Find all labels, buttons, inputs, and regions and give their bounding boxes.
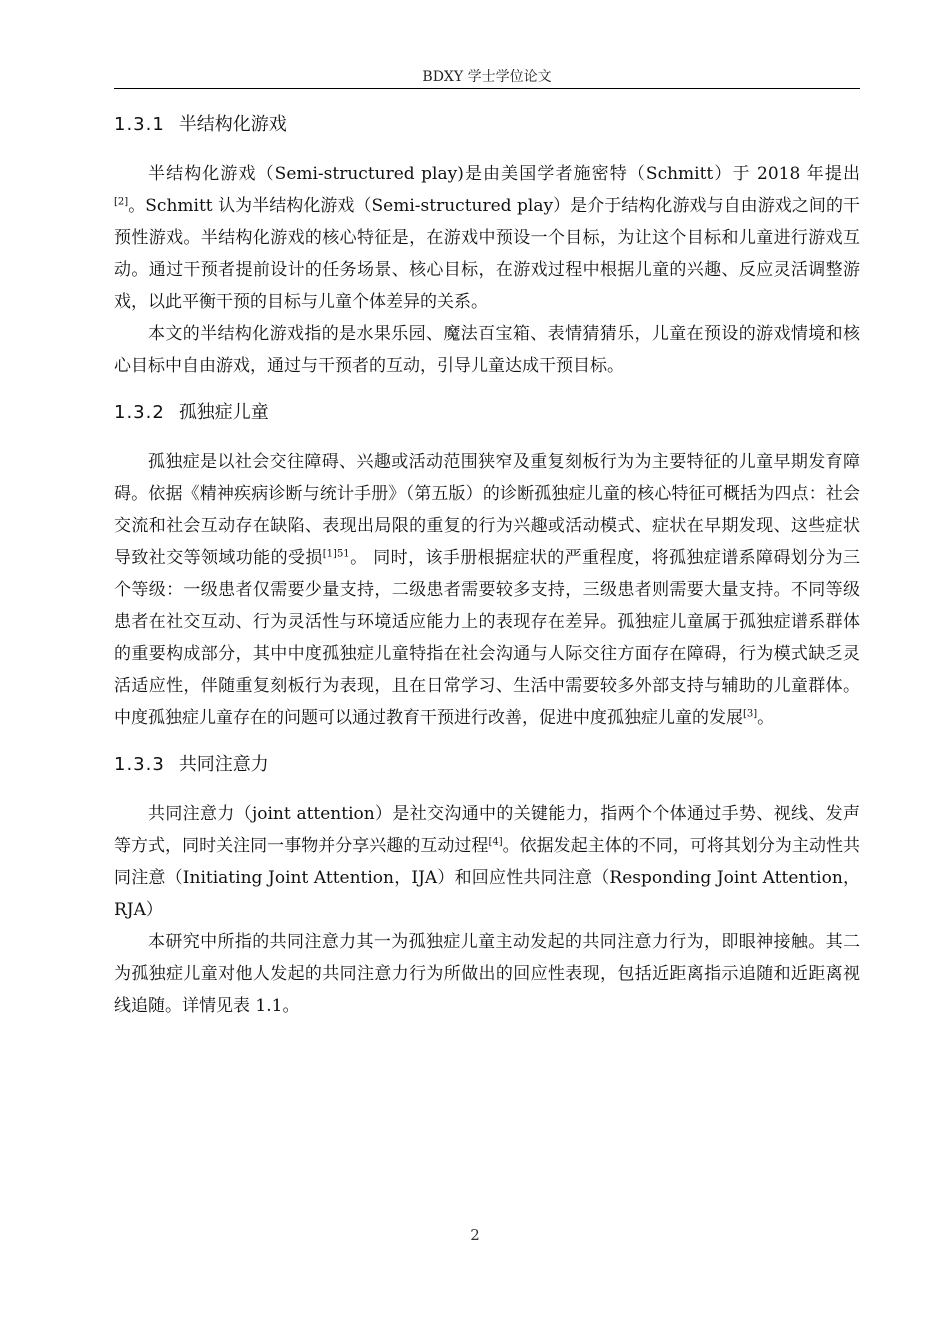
paragraph-text: 。 同时，该手册根据症状的严重程度，将孤独症谱系障碍划分为三个等级：一级患者仅需要少量支持，二级患者需要较多支持，三级患者则需要大量支持。不同等级患者在社交互动、行为灵活性与环境适应能力上的表现存在差异。孤独症儿童属于孤独症谱系群体的重要构成部分，其中中度孤独症儿童特指在社会沟通与人际交往方面存在障碍，行为模式缺乏灵活适应性，伴随重复刻板行为表现，且在日常学习、生活中需要较多外部支持与辅助的儿童群体。中度孤独症儿童存在的问题可以通过教育干预进行改善，促进中度孤独症儿童的发展 <box>114 548 861 728</box>
citation-ref: [3] <box>743 708 758 720</box>
section-heading-1-3-2 <box>114 400 860 426</box>
section-title: 半结构化游戏 <box>178 114 287 135</box>
paragraph <box>114 158 860 318</box>
citation-ref: [1]51 <box>322 548 350 560</box>
section-heading-1-3-3 <box>114 752 860 778</box>
section-number: 1.3.2 <box>114 402 165 423</box>
paragraph-text: 。 <box>757 708 775 728</box>
paragraph <box>114 446 860 734</box>
page-number: 2 <box>470 1226 480 1244</box>
section-number: 1.3.3 <box>114 754 165 775</box>
paragraph <box>114 798 860 926</box>
page-content <box>114 112 860 1022</box>
paragraph-text: 共同注意力（joint attention）是社交沟通中的关键能力，指两个个体通过手势、视线、发声等方式，同时关注同一事物并分享兴趣的互动过程 <box>114 804 860 856</box>
section-number: 1.3.1 <box>114 114 165 135</box>
section-heading-1-3-1 <box>114 112 860 138</box>
paragraph-text: 半结构化游戏（Semi-structured play)是由美国学者施密特（Schmitt）于 2018 年提出 <box>148 164 860 184</box>
header-rule <box>114 88 860 89</box>
page-header: BDXY 学士学位论文 <box>422 69 552 85</box>
paragraph: 本研究中所指的共同注意力其一为孤独症儿童主动发起的共同注意力行为，即眼神接触。其二为孤独症儿童对他人发起的共同注意力行为所做出的回应性表现，包括近距离指示追随和近距离视线追随。详情见表 1.1。 <box>114 932 860 1016</box>
paragraph-text: 。Schmitt 认为半结构化游戏（Semi-structured play）是介于结构化游戏与自由游戏之间的干预性游戏。半结构化游戏的核心特征是，在游戏中预设一个目标，为让这个目标和儿童进行游戏互动。通过干预者提前设计的任务场景、核心目标，在游戏过程中根据儿童的兴趣、反应灵活调整游戏，以此平衡干预的目标与儿童个体差异的关系。 <box>114 196 860 312</box>
paragraph: 本文的半结构化游戏指的是水果乐园、魔法百宝箱、表情猜猜乐，儿童在预设的游戏情境和核心目标中自由游戏，通过与干预者的互动，引导儿童达成干预目标。 <box>114 324 860 376</box>
section-title: 孤独症儿童 <box>178 402 269 423</box>
paragraph-text: 。依据发起主体的不同，可将其划分为主动性共同注意（Initiating Joint Attention，IJA）和回应性共同注意（Responding Joint Attention，RJA） <box>114 836 861 920</box>
section-title: 共同注意力 <box>178 754 269 775</box>
citation-ref: [2] <box>114 196 129 208</box>
citation-ref: [4] <box>488 836 503 848</box>
paragraph-text: 孤独症是以社会交往障碍、兴趣或活动范围狭窄及重复刻板行为为主要特征的儿童早期发育障碍。依据《精神疾病诊断与统计手册》（第五版）的诊断孤独症儿童的核心特征可概括为四点：社会交流和社会互动存在缺陷、表现出局限的重复的行为兴趣或活动模式、症状在早期发现、这些症状导致社交等领域功能的受损 <box>114 452 860 568</box>
